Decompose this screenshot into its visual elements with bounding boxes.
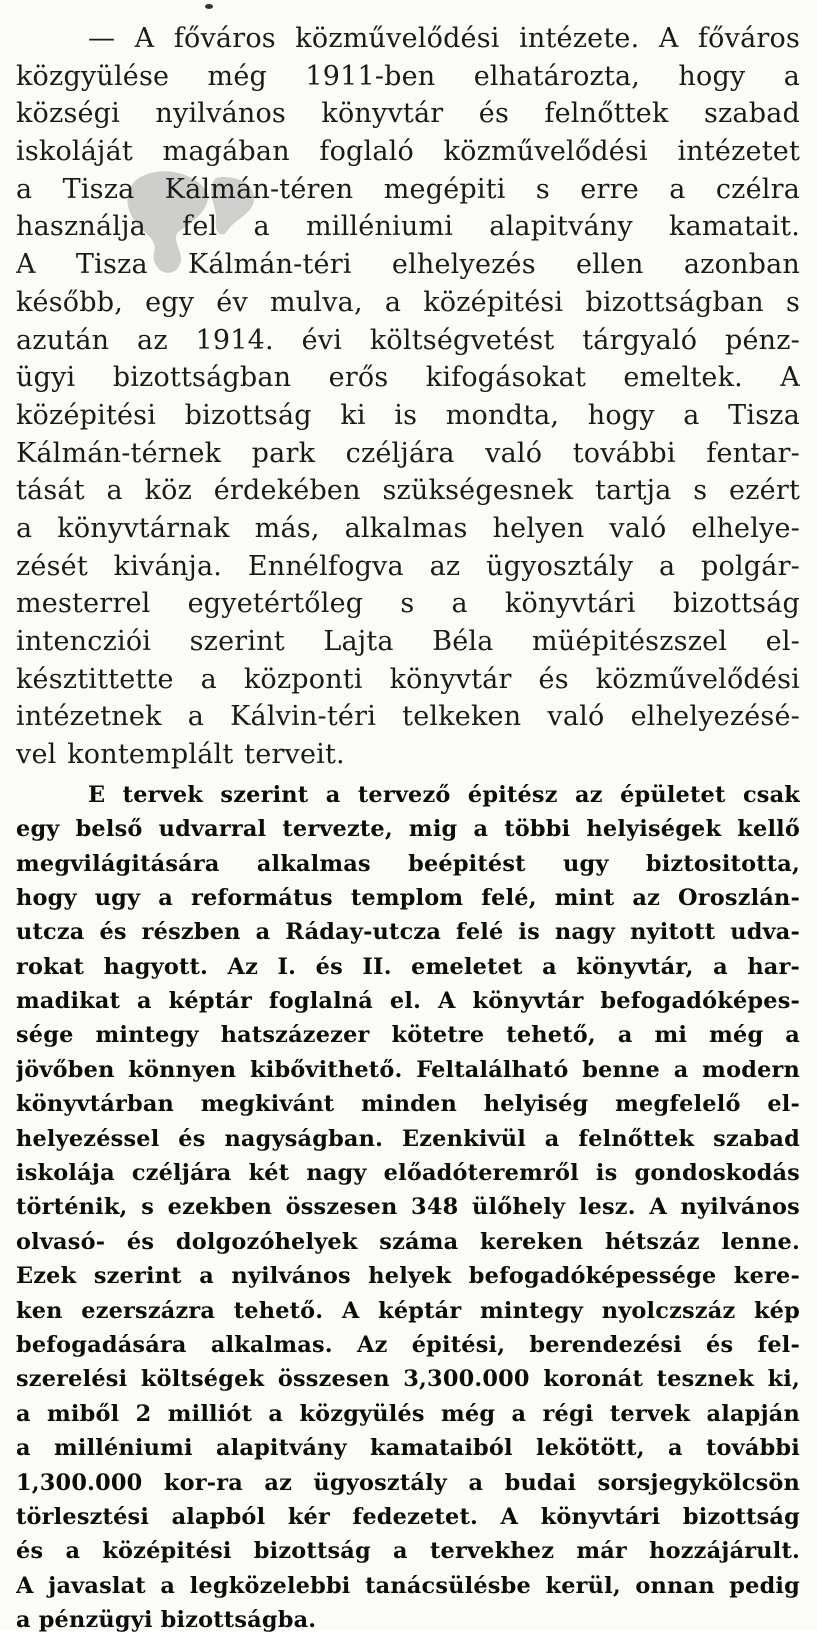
text-line: könyvtárban megkivánt minden helyiség megfelelő el-: [16, 1091, 800, 1118]
text-line: jövőben könnyen kibővithető. Feltalálható benne a modern: [16, 1056, 800, 1083]
text-line: késztittette a központi könyvtár és közművelődési: [16, 663, 800, 695]
text-line: községi nyilvános könyvtár és felnőttek szabad: [16, 98, 800, 130]
text-line: vel kontemplált terveit.: [16, 739, 345, 771]
paragraph-2: [16, 778, 800, 1638]
text-line: törlesztési alapból kér fedezetet. A könyvtári bizottság: [16, 1503, 800, 1530]
text-line: tását a köz érdekében szükségesnek tartja s ezért: [16, 475, 800, 507]
text-line: azután az 1914. évi költségvetést tárgyaló pénz-: [16, 324, 800, 356]
text-line: a miből 2 milliót a közgyülés még a régi tervek alapján: [16, 1400, 800, 1427]
text-line: hogy ugy a református templom felé, mint az Oroszlán-: [16, 884, 800, 911]
article: [16, 20, 800, 1638]
text-line: helyezéssel és nagyságban. Ezenkivül a felnőttek szabad: [16, 1125, 800, 1152]
text-line: szerelési költségek összesen 3,300.000 koronát tesznek ki,: [16, 1366, 800, 1393]
text-line: iskolája czéljára két nagy előadóteremről is gondoskodás: [16, 1160, 800, 1187]
text-line: használja fel a milléniumi alapitvány kamatait.: [16, 211, 800, 243]
text-line: a milléniumi alapitvány kamataiból lekötött, a további: [16, 1435, 800, 1462]
text-line: történik, s ezekben összesen 348 ülőhely lesz. A nyilvános: [16, 1194, 800, 1221]
text-line: közgyülése még 1911-ben elhatározta, hogy a: [16, 60, 800, 92]
text-line: a könyvtárnak más, alkalmas helyen való elhelye-: [16, 512, 800, 544]
paragraph-1: [16, 20, 800, 774]
text-line: Ezek szerint a nyilvános helyek befogadóképessége kere-: [16, 1263, 800, 1290]
text-line: befogadására alkalmas. Az épitési, berendezési és fel-: [16, 1332, 800, 1358]
text-line: madikat a képtár foglalná el. A könyvtár befogadóképes-: [16, 988, 800, 1015]
text-line: 1,300.000 kor-ra az ügyosztály a budai sorsjegykölcsön: [16, 1469, 800, 1496]
text-line: E tervek szerint a tervező épitész az épületet csak: [88, 781, 800, 808]
text-line: megvilágitására alkalmas beépitést ugy biztositotta,: [16, 850, 800, 877]
text-line: később, egy év mulva, a középitési bizottságban s: [16, 286, 800, 318]
text-line: a Tisza Kálmán-téren megépiti s erre a czélra: [16, 173, 800, 205]
text-line: intencziói szerint Lajta Béla müépitészszel el-: [16, 626, 800, 657]
text-line: ügyi bizottságban erős kifogásokat emeltek. A: [16, 362, 800, 394]
text-line: mesterrel egyetértőleg s a könyvtári bizottság: [16, 588, 800, 620]
text-line: sége mintegy hatszázezer kötetre tehető, a mi még a: [16, 1022, 800, 1049]
text-line: A javaslat a legközelebbi tanácsülésbe kerül, onnan pedig: [16, 1572, 800, 1599]
text-line: egy belső udvarral tervezte, mig a többi helyiségek kellő: [16, 816, 800, 843]
text-line: olvasó- és dolgozóhelyek száma kereken hétszáz lenne.: [16, 1228, 800, 1255]
text-line: A Tisza Kálmán-téri elhelyezés ellen azonban: [16, 249, 800, 281]
text-line: iskoláját magában foglaló közművelődési intézetet: [16, 136, 800, 168]
ink-speck: [205, 4, 213, 9]
text-line: a pénzügyi bizottságba.: [16, 1607, 317, 1634]
text-line: intézetnek a Kálvin-téri telkeken való elhelyezésé-: [16, 701, 800, 733]
text-line: és a középitési bizottság a tervekhez már hozzájárult.: [16, 1538, 800, 1565]
text-line: Kálmán-térnek park czéljára való további fentar-: [16, 437, 800, 469]
text-line: — A főváros közművelődési intézete. A főváros: [88, 23, 800, 54]
text-line: középitési bizottság ki is mondta, hogy a Tisza: [16, 399, 800, 431]
text-line: ken ezerszázra tehető. A képtár mintegy nyolczszáz kép: [16, 1297, 800, 1324]
text-line: zését kivánja. Ennélfogva az ügyosztály a polgár-: [16, 550, 800, 582]
text-line: utcza és részben a Ráday-utcza felé is nagy nyitott udva-: [16, 919, 800, 946]
text-line: rokat hagyott. Az I. és II. emeletet a könyvtár, a har-: [16, 953, 800, 980]
